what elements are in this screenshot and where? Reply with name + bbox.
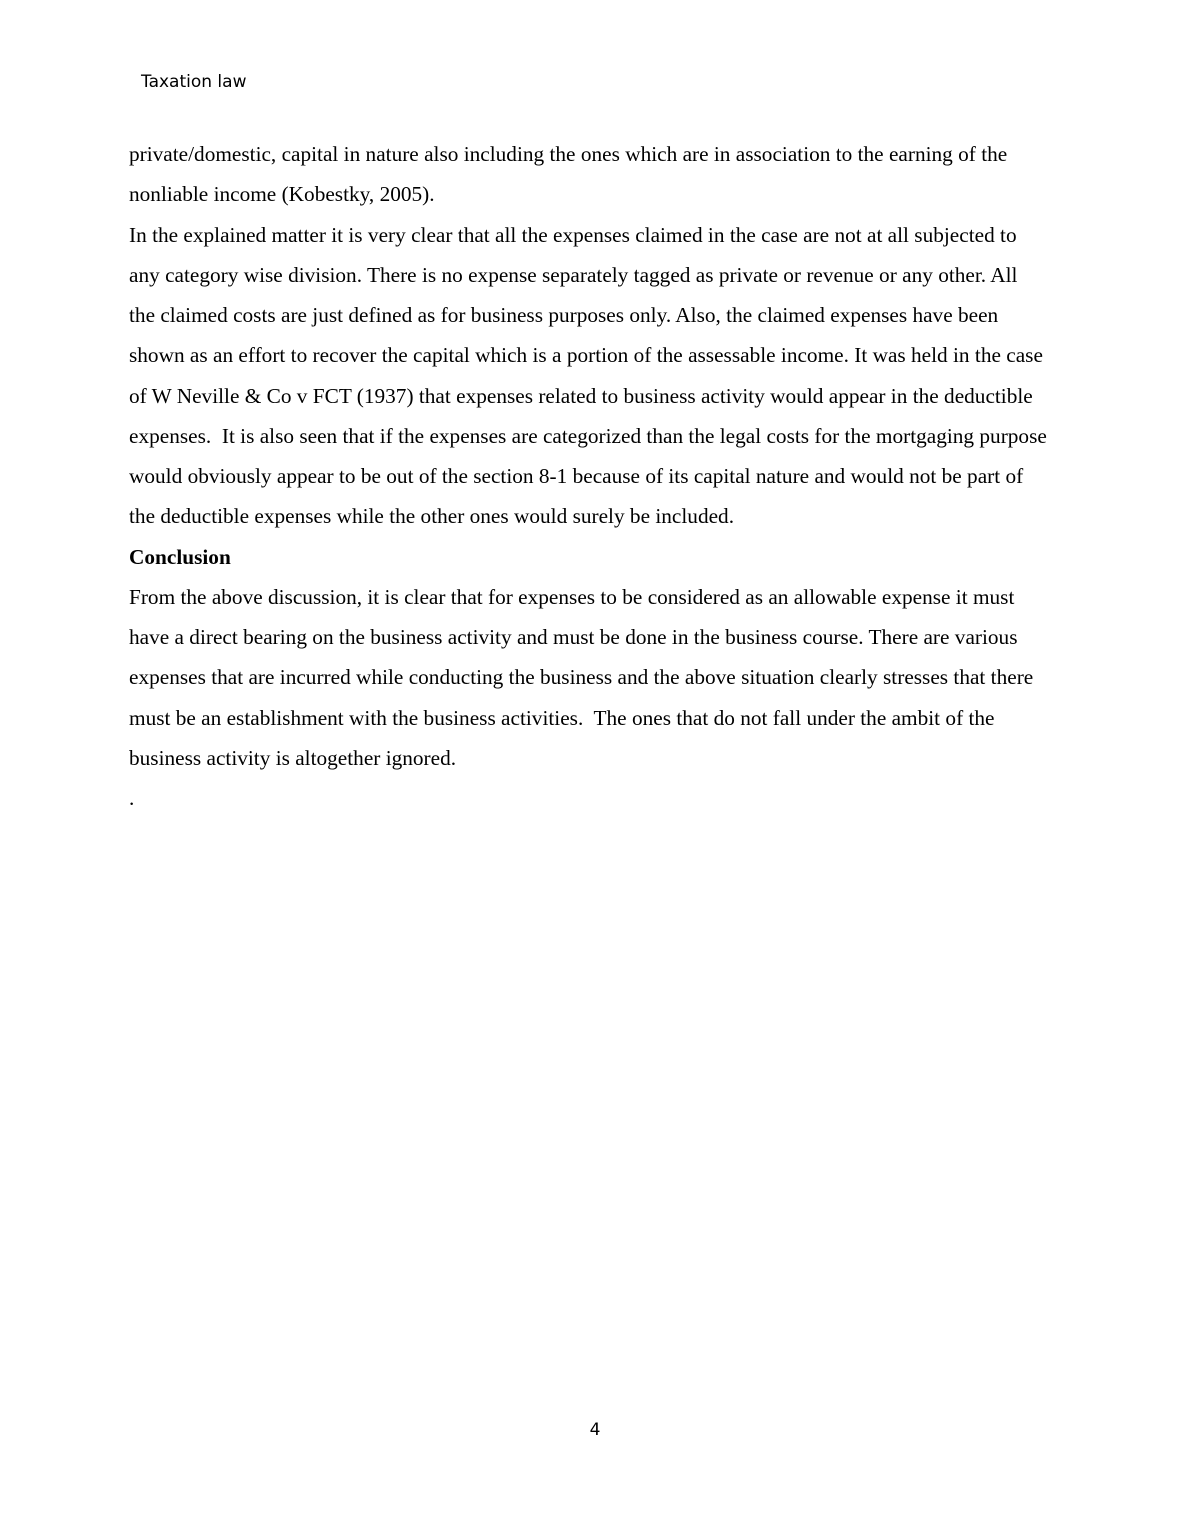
- section-heading: Conclusion: [129, 544, 231, 569]
- text-line: shown as an effort to recover the capital which is a portion of the assessable income. It was held in the case: [129, 343, 1043, 368]
- text-line: the claimed costs are just defined as for business purposes only. Also, the claimed expenses have been: [129, 303, 999, 327]
- text-line: any category wise division. There is no expense separately tagged as private or revenue or any other. All: [129, 262, 1018, 287]
- text-line: must be an establishment with the business activities. The ones that do not fall under the ambit of the: [129, 705, 995, 730]
- text-line: of W Neville & Co v FCT (1937) that expenses related to business activity would appear in the deductible: [129, 383, 1033, 408]
- document-body: [129, 139, 1139, 823]
- text-line: would obviously appear to be out of the section 8-1 because of its capital nature and would not be part of: [129, 464, 1024, 488]
- text-line: private/domestic, capital in nature also including the ones which are in association to the earning of the: [129, 142, 1008, 166]
- text-line: In the explained matter it is very clear that all the expenses claimed in the case are not at all subjected to: [129, 222, 1017, 247]
- page-number: 4: [589, 1420, 601, 1440]
- text-line: expenses. It is also seen that if the expenses are categorized than the legal costs for the mortgaging purpose: [129, 423, 1047, 448]
- page-header: Taxation law: [141, 72, 247, 92]
- text-line: have a direct bearing on the business activity and must be done in the business course. There are various: [129, 625, 1018, 649]
- text-line: business activity is altogether ignored.: [129, 745, 457, 770]
- text-line: .: [129, 786, 135, 810]
- text-line: nonliable income (Kobestky, 2005).: [129, 182, 435, 207]
- text-line: From the above discussion, it is clear that for expenses to be considered as an allowable expense it must: [129, 584, 1015, 609]
- text-line: expenses that are incurred while conducting the business and the above situation clearly stresses that there: [129, 665, 1034, 690]
- text-line: the deductible expenses while the other ones would surely be included.: [129, 504, 735, 529]
